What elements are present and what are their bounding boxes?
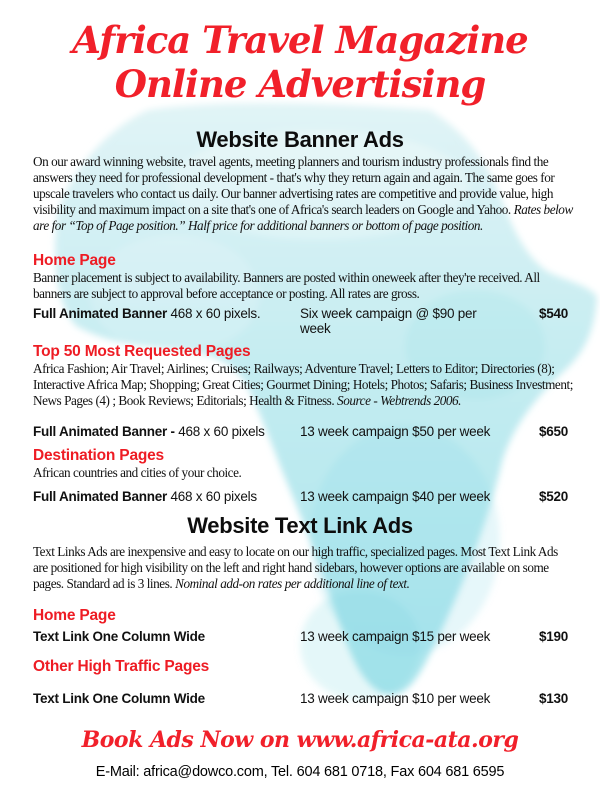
rate-price: $520 [538, 489, 568, 504]
section-heading-home-page-text-link: Home Page [33, 607, 116, 624]
rate-campaign: 13 week campaign $15 per week [300, 629, 491, 644]
rate-item [33, 629, 300, 644]
top-50-description-text: Africa Fashion; Air Travel; Airlines; Cruises; Railways; Adventure Travel; Letters to Editor; Directories (8); Interactive Africa Map; Shopping; Great Cities; Gourmet Dining; Hotels; Photos; Safaris; Business Investment; News Pages (4) ; Book Reviews; Editorials; Health & Fitness. [33, 361, 573, 408]
rate-price: $650 [538, 424, 568, 439]
rate-row-other-text-link [33, 691, 568, 706]
rate-row-home-banner [33, 306, 568, 336]
text-link-ads-intro-note: Nominal add-on rates per additional line of text. [175, 576, 410, 591]
rate-size: 468 x 60 pixels [170, 489, 257, 504]
text-link-ads-intro [33, 544, 574, 592]
rate-price: $540 [538, 306, 568, 321]
rate-row-top-50-banner [33, 424, 568, 439]
rate-label: Full Animated Banner [33, 306, 168, 321]
section-heading-top-50: Top 50 Most Requested Pages [33, 343, 251, 360]
rate-label: Full Animated Banner - [33, 424, 175, 439]
rate-campaign: Six week campaign @ $90 per week [300, 306, 477, 336]
page-title [0, 18, 600, 106]
footer-book-ads-link: Book Ads Now on www.africa-ata.org [81, 727, 519, 753]
rate-price: $130 [538, 691, 568, 706]
rate-campaign: 13 week campaign $10 per week [300, 691, 491, 706]
top-50-source-note: Source - Webtrends 2006. [337, 393, 462, 408]
rate-item [33, 691, 300, 706]
rate-campaign: 13 week campaign $40 per week [300, 489, 491, 504]
text-link-ads-heading: Website Text Link Ads [187, 513, 413, 538]
banner-ads-intro [33, 154, 574, 234]
footer-contact-info: E-Mail: africa@dowco.com, Tel. 604 681 0718, Fax 604 681 6595 [95, 764, 505, 780]
rate-row-home-text-link [33, 629, 568, 644]
page-title-line1: Africa Travel Magazine [72, 18, 528, 62]
rate-row-destination-banner [33, 489, 568, 504]
rate-campaign: 13 week campaign $50 per week [300, 424, 491, 439]
home-page-description: Banner placement is subject to availability. Banners are posted within oneweek after they're received. All banners are subject to approval before acceptance or posting. All rates are gross. [33, 270, 540, 301]
top-50-description [33, 361, 574, 409]
rate-label: Full Animated Banner [33, 489, 168, 504]
rate-label: Text Link One Column Wide [33, 629, 205, 644]
section-heading-home-page: Home Page [33, 252, 116, 269]
banner-ads-intro-note: Rates below are for “Top of Page position.” Half price for additional banners or bottom of page position. [33, 202, 573, 233]
rate-size: 468 x 60 pixels [178, 424, 265, 439]
rate-item [33, 489, 300, 504]
rate-size: 468 x 60 pixels. [170, 306, 261, 321]
text-link-ads-intro-text: Text Links Ads are inexpensive and easy to locate on our high traffic, specialized pages. Most Text Link Ads are positioned for high visibility on the left and right hand sidebars, however options are available on some pages. Standard ad is 3 lines. [33, 544, 558, 591]
rate-item [33, 306, 300, 321]
section-heading-other-high-traffic: Other High Traffic Pages [33, 658, 210, 675]
banner-ads-heading: Website Banner Ads [196, 127, 404, 152]
rate-price: $190 [538, 629, 568, 644]
destination-pages-description: African countries and cities of your choice. [33, 465, 242, 480]
rate-item [33, 424, 300, 439]
page-title-line2: Online Advertising [114, 62, 486, 106]
rate-label: Text Link One Column Wide [33, 691, 205, 706]
section-heading-destination-pages: Destination Pages [33, 447, 164, 464]
banner-ads-intro-text: On our award winning website, travel agents, meeting planners and tourism industry professionals find the answers they need for professional development - that's why they return again and again. The same goes for upscale travelers who contact us daily. Our banner advertising rates are competitive and provide value, high visibility and maximum impact on a site that's one of Africa's search leaders on Google and Yahoo. [33, 154, 555, 217]
